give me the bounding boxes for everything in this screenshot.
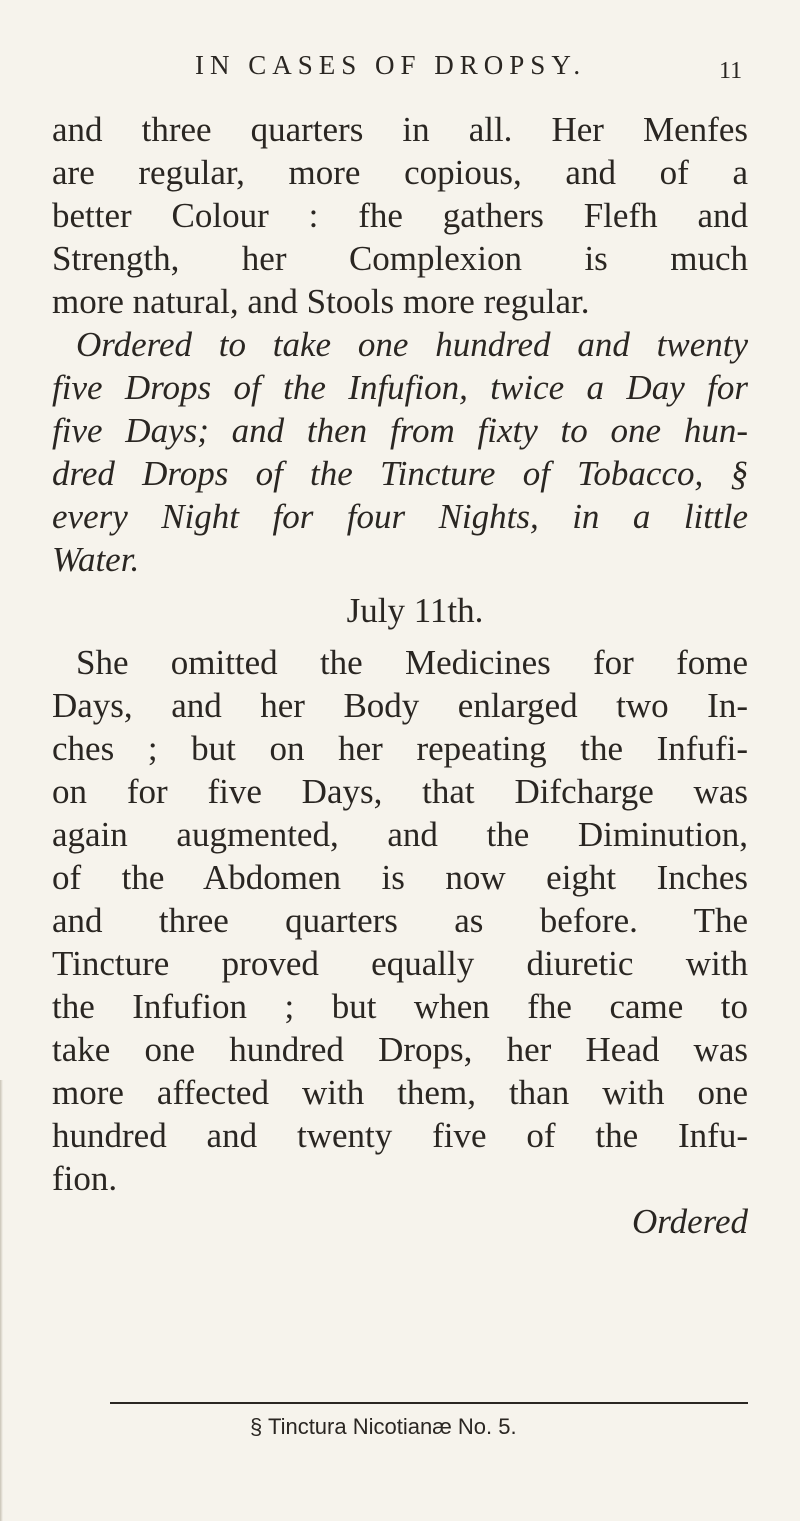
body-text [52,108,748,1243]
text-line: Tincture proved equally diuretic with [52,944,748,983]
text-line: more affected with them, than with one [52,1073,748,1112]
text-line: of the Abdomen is now eight Inches [52,858,748,897]
catchword: Ordered [632,1202,748,1241]
text-line: five Days; and then from fixty to one hun- [52,411,748,450]
text-line: better Colour : fhe gathers Flefh and [52,196,748,235]
text-line: and three quarters as before. The [52,901,748,940]
text-line: She omitted the Medicines for fome [76,643,748,682]
text-line: are regular, more copious, and of a [52,153,748,192]
text-line: Days, and her Body enlarged two In- [52,686,748,725]
page-header [0,50,800,96]
text-line: every Night for four Nights, in a little [52,497,748,536]
text-line: dred Drops of the Tincture of Tobacco, § [52,454,748,493]
text-line: and three quarters in all. Her Menfes [52,110,748,149]
text-line: take one hundred Drops, her Head was [52,1030,748,1069]
text-line: Ordered to take one hundred and twenty [76,325,748,364]
paragraph-3 [52,641,748,1200]
text-line: Water. [52,540,140,579]
text-line: five Drops of the Infufion, twice a Day for [52,368,748,407]
running-head: IN CASES OF DROPSY. [195,50,587,80]
text-line: ches ; but on her repeating the Infufi- [52,729,748,768]
text-line: fion. [52,1159,118,1198]
paragraph-1 [52,108,748,323]
footnote: § Tinctura Nicotianæ No. 5. [250,1414,517,1439]
page-edge-shadow [0,1080,3,1521]
text-line: more natural, and Stools more regular. [52,282,590,321]
text-line: the Infufion ; but when fhe came to [52,987,748,1026]
text-line: on for five Days, that Difcharge was [52,772,748,811]
footnote-rule [110,1402,748,1404]
page-number: 11 [719,58,743,84]
text-line: again augmented, and the Diminution, [52,815,748,854]
date-heading: July 11th. [346,591,484,630]
text-line: Strength, her Complexion is much [52,239,748,278]
paragraph-2-prescription [52,323,748,581]
text-line: hundred and twenty five of the Infu- [52,1116,748,1155]
